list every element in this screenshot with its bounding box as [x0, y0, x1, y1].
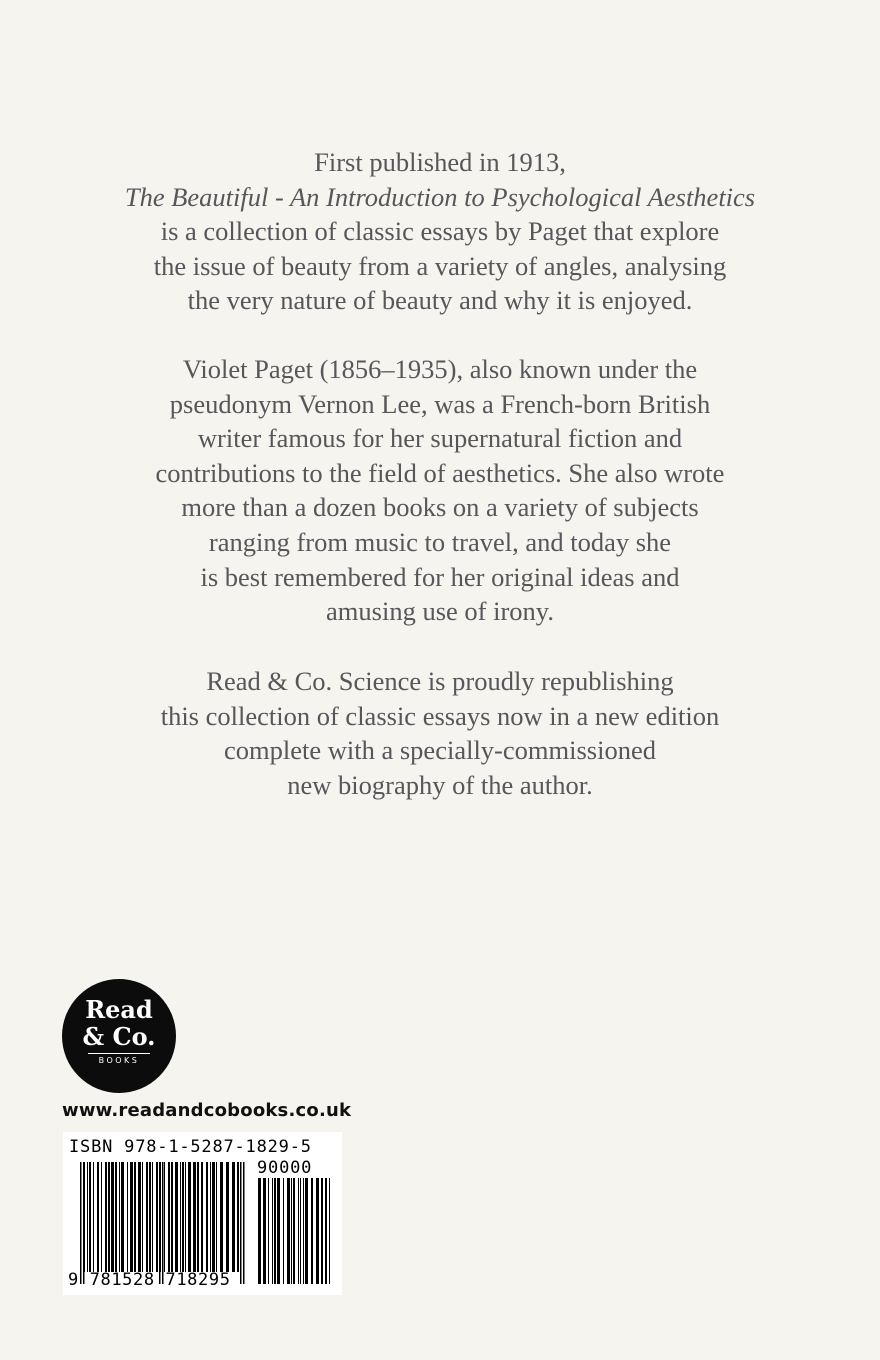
- barcode-bar: [164, 1162, 165, 1272]
- barcode-guard-bar: [159, 1162, 161, 1284]
- barcode-bar: [180, 1162, 181, 1272]
- barcode-bar: [263, 1178, 266, 1284]
- barcode-bar: [206, 1162, 208, 1272]
- barcode-bar: [329, 1178, 330, 1284]
- barcode-bar: [232, 1162, 235, 1272]
- barcode-bar: [152, 1162, 153, 1272]
- barcode-bar: [108, 1162, 110, 1272]
- barcode-bar: [87, 1162, 88, 1272]
- barcode-bar: [210, 1162, 211, 1272]
- barcode-bar: [188, 1162, 191, 1272]
- barcode-guard-bar: [83, 1162, 85, 1284]
- barcode-bar: [134, 1162, 136, 1272]
- barcode-bar: [89, 1162, 91, 1272]
- barcode-bar: [142, 1162, 143, 1272]
- barcode-bar: [287, 1178, 290, 1284]
- barcode-bar: [197, 1162, 199, 1272]
- blurb-line: complete with a specially-commissioned: [224, 735, 656, 766]
- barcode-guard-bar: [80, 1162, 82, 1284]
- barcode-bar: [156, 1162, 158, 1272]
- barcode-bar: [101, 1162, 102, 1272]
- blurb-line: the issue of beauty from a variety of angles, analysing: [153, 250, 727, 281]
- barcode-bar: [121, 1162, 124, 1272]
- barcode-guard-bar: [243, 1162, 245, 1284]
- barcode-guard-bar: [162, 1162, 164, 1284]
- barcode-bar: [220, 1162, 223, 1272]
- isbn-barcode: [63, 1132, 342, 1295]
- blurb-line: pseudonym Vernon Lee, was a French-born British: [169, 388, 711, 419]
- barcode-bar: [138, 1162, 141, 1272]
- barcode-bar: [182, 1162, 184, 1272]
- blurb-line: ranging from music to travel, and today she: [208, 526, 672, 557]
- price-addon-number: 90000: [257, 1158, 313, 1178]
- barcode-bar: [303, 1178, 304, 1284]
- blurb-line: Violet Paget (1856–1935), also known under the: [182, 354, 698, 384]
- blurb-line: contributions to the field of aesthetics. She also wrote: [155, 457, 725, 488]
- blurb-line: the very nature of beauty and why it is enjoyed.: [187, 285, 693, 316]
- barcode-bar: [316, 1178, 319, 1284]
- barcode-bar: [291, 1178, 292, 1284]
- blurb-line: new biography of the author.: [287, 769, 593, 800]
- barcode-bar: [258, 1178, 261, 1284]
- barcode-bar: [293, 1178, 295, 1284]
- barcode-bar: [185, 1162, 186, 1272]
- barcode-bar: [212, 1162, 215, 1272]
- blurb-line: is a collection of classic essays by Paget that explore: [160, 216, 720, 247]
- barcode-bar: [146, 1162, 148, 1272]
- logo-text-books: BOOKS: [98, 1056, 140, 1065]
- barcode-bar: [311, 1178, 313, 1284]
- blurb-line: this collection of classic essays now in a new edition: [160, 700, 720, 731]
- blurb-line: is best remembered for her original ideas and: [200, 561, 680, 592]
- barcode-bar: [226, 1162, 229, 1272]
- ean-digits: 9 781528 718295: [68, 1270, 231, 1290]
- barcode-bar: [274, 1178, 276, 1284]
- barcode-bar: [300, 1178, 301, 1284]
- barcode-bar: [168, 1162, 170, 1272]
- ean-barcode-bars: [80, 1162, 245, 1284]
- barcode-bar: [115, 1162, 117, 1272]
- barcode-bar: [105, 1162, 107, 1272]
- barcode-bar: [277, 1178, 280, 1284]
- barcode-bar: [175, 1162, 178, 1272]
- barcode-bar: [130, 1162, 133, 1272]
- blurb-line: First published in 1913,: [314, 147, 566, 177]
- blurb-paragraph-3: [0, 664, 880, 802]
- blurb-paragraph-2: [0, 352, 880, 629]
- barcode-bar: [283, 1178, 284, 1284]
- publisher-logo: [62, 979, 176, 1093]
- barcode-bar: [237, 1162, 239, 1272]
- blurb-line: writer famous for her supernatural fiction and: [197, 423, 683, 454]
- barcode-bar: [272, 1178, 273, 1284]
- book-title-line: The Beautiful - An Introduction to Psychological Aesthetics: [124, 181, 756, 212]
- logo-text-co: & Co.: [82, 1022, 156, 1051]
- barcode-bar: [97, 1162, 99, 1272]
- barcode-bar: [171, 1162, 173, 1272]
- barcode-bar: [193, 1162, 196, 1272]
- barcode-bar: [119, 1162, 120, 1272]
- barcode-bar: [127, 1162, 128, 1272]
- barcode-bar: [321, 1178, 323, 1284]
- barcode-bar: [93, 1162, 94, 1272]
- blurb-line: Read & Co. Science is proudly republishing: [206, 666, 674, 696]
- logo-text-read: Read: [85, 995, 153, 1024]
- barcode-bar: [298, 1178, 299, 1284]
- publisher-website: www.readandcobooks.co.uk: [62, 1100, 352, 1121]
- addon-barcode-bars: [258, 1178, 330, 1284]
- blurb-line: amusing use of irony.: [326, 596, 554, 627]
- blurb-paragraph-1: [0, 145, 880, 318]
- barcode-guard-bar: [240, 1162, 242, 1284]
- barcode-bar: [149, 1162, 151, 1272]
- isbn-number: ISBN 978-1-5287-1829-5: [69, 1137, 312, 1157]
- logo-divider: [88, 1053, 150, 1054]
- blurb-line: more than a dozen books on a variety of subjects: [181, 492, 699, 523]
- barcode-bar: [325, 1178, 327, 1284]
- barcode-bar: [111, 1162, 114, 1272]
- barcode-bar: [268, 1178, 269, 1284]
- barcode-bar: [216, 1162, 217, 1272]
- barcode-bar: [201, 1162, 203, 1272]
- barcode-bar: [305, 1178, 308, 1284]
